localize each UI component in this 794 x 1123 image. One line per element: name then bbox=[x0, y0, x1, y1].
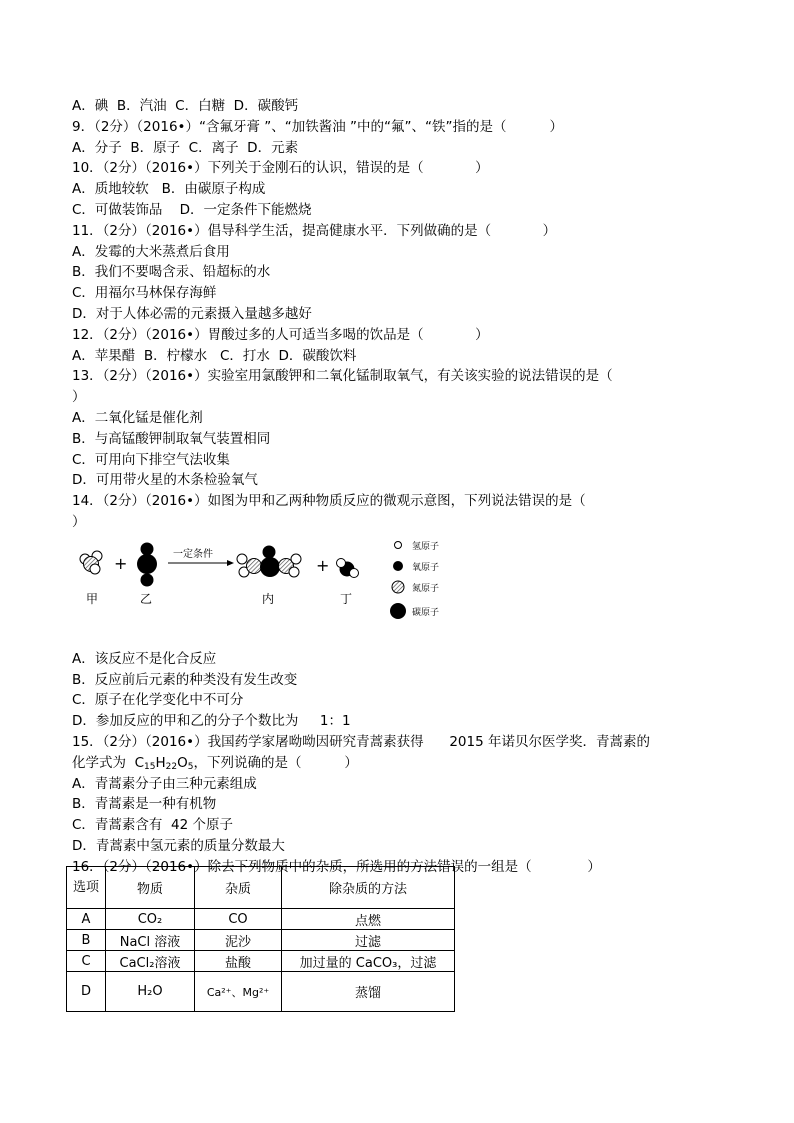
reaction-arrow bbox=[168, 547, 234, 566]
cell-method: 过滤 bbox=[282, 930, 455, 951]
cell-substance: CaCl₂溶液 bbox=[106, 951, 195, 972]
q15-formula-post: ，下列说确的是（ ） bbox=[193, 754, 358, 771]
condition-label: 一定条件 bbox=[173, 548, 213, 560]
formula-sub-o: 5 bbox=[187, 761, 194, 772]
q11-option-a: A．发霉的大米蒸煮后食用 bbox=[72, 243, 230, 260]
reaction-diagram bbox=[72, 539, 732, 643]
q11-option-d: D．对于人体必需的元素摄入量越多越好 bbox=[72, 305, 312, 322]
q15-option-d: D．青蒿素中氢元素的质量分数最大 bbox=[72, 837, 285, 854]
q12-stem: 12．（2分）（2016•）胃酸过多的人可适当多喝的饮品是（ ） bbox=[72, 326, 489, 343]
q9-stem: 9．（2分）（2016•）“含氟牙膏 ”、“加铁酱油 ”中的“氟”、“铁”指的是（ ） bbox=[72, 118, 563, 135]
q15-option-c: C．青蒿素含有 42 个原子 bbox=[72, 817, 233, 834]
header-method: 除杂质的方法 bbox=[282, 867, 455, 909]
q12-options: A．苹果醋 B．柠檬水 C．打水 D．碳酸饮料 bbox=[72, 347, 357, 364]
cell-option: A bbox=[67, 909, 106, 930]
legend-hydrogen: 氢原子 bbox=[412, 541, 440, 552]
molecule-yi bbox=[137, 542, 157, 586]
cell-method: 加过量的 CaCO₃，过滤 bbox=[282, 951, 455, 972]
cell-substance: CO₂ bbox=[106, 909, 195, 930]
q15-formula-line bbox=[72, 753, 732, 774]
q14-option-d: D．参加反应的甲和乙的分子个数比为 1：1 bbox=[72, 713, 351, 730]
q13-option-b: B．与高锰酸钾制取氧气装置相同 bbox=[72, 430, 271, 447]
plus-sign-2: + bbox=[316, 555, 330, 575]
header-impurity: 杂质 bbox=[195, 867, 282, 909]
legend-nitrogen: 氮原子 bbox=[412, 583, 440, 594]
table-row bbox=[67, 930, 455, 951]
cell-option: D bbox=[67, 972, 106, 1012]
q10-options-ab: A．质地较软 B．由碳原子构成 bbox=[72, 181, 266, 198]
molecule-jia bbox=[80, 551, 102, 574]
q9-options: A．分子 B．原子 C．离子 D．元素 bbox=[72, 139, 299, 156]
formula-sub-c: 15 bbox=[144, 761, 156, 772]
q13-option-a: A．二氧化锰是催化剂 bbox=[72, 409, 203, 426]
q11-stem: 11．（2分）（2016•）倡导科学生活，提高健康水平．下列做确的是（ ） bbox=[72, 222, 557, 239]
q10-stem: 10．（2分）（2016•）下列关于金刚石的认识，错误的是（ ） bbox=[72, 160, 489, 177]
legend bbox=[390, 540, 439, 619]
cell-impurity: 泥沙 bbox=[195, 930, 282, 951]
table-header-row bbox=[67, 867, 455, 909]
table-row bbox=[67, 951, 455, 972]
q15-option-b: B．青蒿素是一种有机物 bbox=[72, 796, 217, 813]
table-row bbox=[67, 909, 455, 930]
cell-impurity: Ca²⁺、Mg²⁺ bbox=[195, 972, 282, 1012]
label-ding: 丁 bbox=[340, 591, 353, 606]
cell-impurity: CO bbox=[195, 909, 282, 930]
header-substance: 物质 bbox=[106, 867, 195, 909]
q13-stem: 13．（2分）（2016•）实验室用氯酸钾和二氧化锰制取氧气，有关该实验的说法错误的是（ bbox=[72, 368, 613, 385]
q14-option-b: B．反应前后元素的种类没有发生改变 bbox=[72, 671, 298, 688]
molecule-diagram bbox=[72, 539, 472, 643]
formula-sub-h: 22 bbox=[165, 761, 178, 772]
cell-impurity: 盐酸 bbox=[195, 951, 282, 972]
cell-method: 点燃 bbox=[282, 909, 455, 930]
label-jia: 甲 bbox=[86, 591, 99, 606]
q14-option-c: C．原子在化学变化中不可分 bbox=[72, 692, 244, 709]
q14-stem: 14．（2分）（2016•）如图为甲和乙两种物质反应的微观示意图，下列说法错误的是（ bbox=[72, 493, 586, 510]
table-row bbox=[67, 972, 455, 1012]
cell-substance: NaCl 溶液 bbox=[106, 930, 195, 951]
q14-stem-end: ） bbox=[72, 513, 86, 530]
header-option: 选项 bbox=[67, 867, 106, 909]
q15-option-a: A．青蒿素分子由三种元素组成 bbox=[72, 775, 257, 792]
label-bing: 内 bbox=[262, 591, 275, 606]
q14-option-a: A．该反应不是化合反应 bbox=[72, 650, 217, 667]
q11-option-b: B．我们不要喝含汞、铅超标的水 bbox=[72, 264, 271, 281]
label-yi: 乙 bbox=[140, 591, 153, 606]
cell-option: B bbox=[67, 930, 106, 951]
legend-carbon: 碳原子 bbox=[412, 607, 440, 618]
cell-substance: H₂O bbox=[106, 972, 195, 1012]
q13-option-c: C．可用向下排空气法收集 bbox=[72, 451, 230, 468]
molecule-bing bbox=[237, 545, 301, 577]
q16-table bbox=[66, 866, 455, 1012]
formula-o: O bbox=[177, 754, 188, 771]
cell-option: C bbox=[67, 951, 106, 972]
molecule-ding bbox=[337, 558, 359, 577]
formula-h: H bbox=[155, 754, 166, 771]
q10-options-cd: C．可做装饰品 D．一定条件下能燃烧 bbox=[72, 201, 312, 218]
legend-oxygen: 氧原子 bbox=[412, 562, 440, 573]
cell-method: 蒸馏 bbox=[282, 972, 455, 1012]
q15-formula-pre: 化学式为 C bbox=[72, 754, 145, 771]
q13-option-d: D．可用带火星的木条检验氧气 bbox=[72, 472, 258, 489]
q13-stem-end: ） bbox=[72, 389, 86, 406]
q8-options: A．碘 B．汽油 C．白糖 D．碳酸钙 bbox=[72, 98, 299, 114]
q16-stem: 16．（2分）（2016•）除去下列物质中的杂质，所选用的方法错误的一组是（ ） bbox=[72, 858, 601, 875]
exam-page bbox=[72, 96, 732, 878]
q15-stem: 15．（2分）（2016•）我国药学家屠呦呦因研究青蒿素获得 2015 年诺贝尔医学奖．青蒿素的 bbox=[72, 733, 650, 750]
q11-option-c: C．用福尔马林保存海鲜 bbox=[72, 285, 217, 302]
plus-sign: + bbox=[114, 553, 128, 573]
